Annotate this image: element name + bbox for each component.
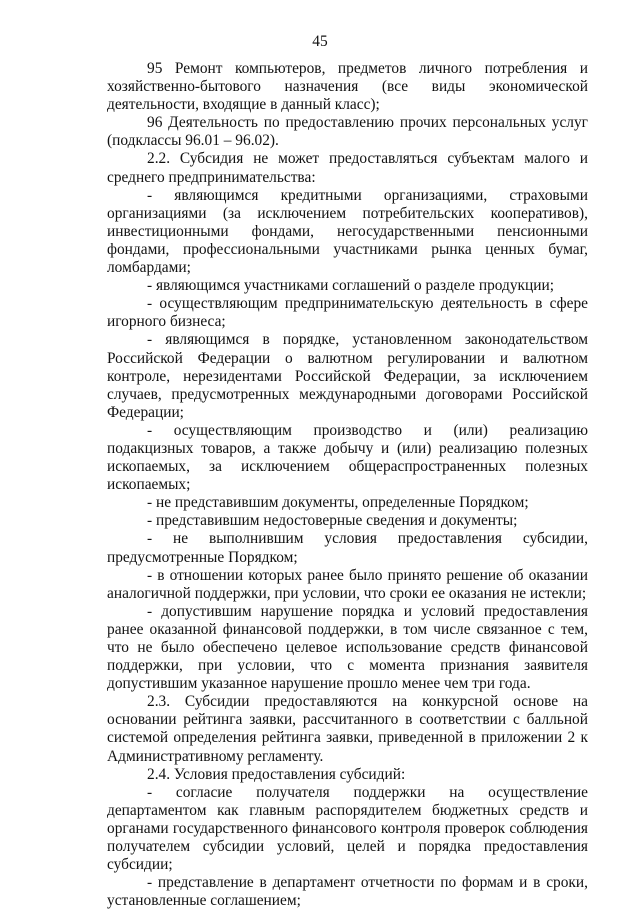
list-item-gambling: - осуществляющим предпринимательскую деятельность в сфере игорного бизнеса; <box>107 295 588 331</box>
document-body <box>107 60 588 910</box>
paragraph-class-96: 96 Деятельность по предоставлению прочих персональных услуг (подклассы 96.01 – 96.02). <box>107 114 588 150</box>
list-item-no-documents: - не представившим документы, определенные Порядком; <box>147 494 529 512</box>
list-item-prior-support: - в отношении которых ранее было принято решение об оказании аналогичной поддержки, при условии, что сроки ее оказания не истекли; <box>107 566 588 602</box>
list-item-violation: - допустившим нарушение порядка и условий предоставления ранее оказанной финансовой поддержки, в том числе связанное с тем, что не было обеспечено целевое использование средств финансовой поддержки, при условии, что с момента признания заявителя допустившим указанное нарушение прошло менее чем три года. <box>107 602 588 693</box>
list-item-consent-audit: - согласие получателя поддержки на осуществление департаментом как главным распорядителем бюджетных средств и органами государственного финансового контроля проверок соблюдения получателем субсидии условий, целей и порядка предоставления субсидии; <box>107 783 588 874</box>
paragraph-2-2: 2.2. Субсидия не может предоставляться субъектам малого и среднего предпринимательства: <box>107 150 588 186</box>
paragraph-class-95: 95 Ремонт компьютеров, предметов личного потребления и хозяйственно-бытового назначения (все виды экономической деятельности, входящие в данный класс); <box>107 60 588 114</box>
paragraph-2-4: 2.4. Условия предоставления субсидий: <box>147 765 406 783</box>
paragraph-2-3: 2.3. Субсидии предоставляются на конкурсной основе на основании рейтинга заявки, рассчитанного в соответствии с балльной системой определения рейтинга заявки, приведенной в приложении 2 к Административному регламенту. <box>107 693 588 765</box>
list-item-excise-goods: - осуществляющим производство и (или) реализацию подакцизных товаров, а также добычу и (или) реализацию полезных ископаемых, за исключением общераспространенных полезных ископаемых; <box>107 421 588 494</box>
list-item-non-residents: - являющимся в порядке, установленном законодательством Российской Федерации о валютном регулировании и валютном контроле, нерезидентами Российской Федерации, за исключением случаев, предусмотренных международными договорами Российской Федерации; <box>107 331 588 421</box>
list-item-conditions-not-met: - не выполнившим условия предоставления субсидии, предусмотренные Порядком; <box>107 530 588 566</box>
list-item-production-sharing: - являющимся участниками соглашений о разделе продукции; <box>147 277 555 295</box>
list-item-reporting: - представление в департамент отчетности по формам и в сроки, установленные соглашением; <box>107 874 588 910</box>
page-number: 45 <box>312 33 328 50</box>
list-item-false-info: - представившим недостоверные сведения и документы; <box>147 512 518 530</box>
list-item-credit-organizations: - являющимся кредитными организациями, страховыми организациями (за исключением потребительских кооперативов), инвестиционными фондами, негосударственными пенсионными фондами, профессиональными участниками рынка ценных бумаг, ломбардами; <box>107 186 588 277</box>
